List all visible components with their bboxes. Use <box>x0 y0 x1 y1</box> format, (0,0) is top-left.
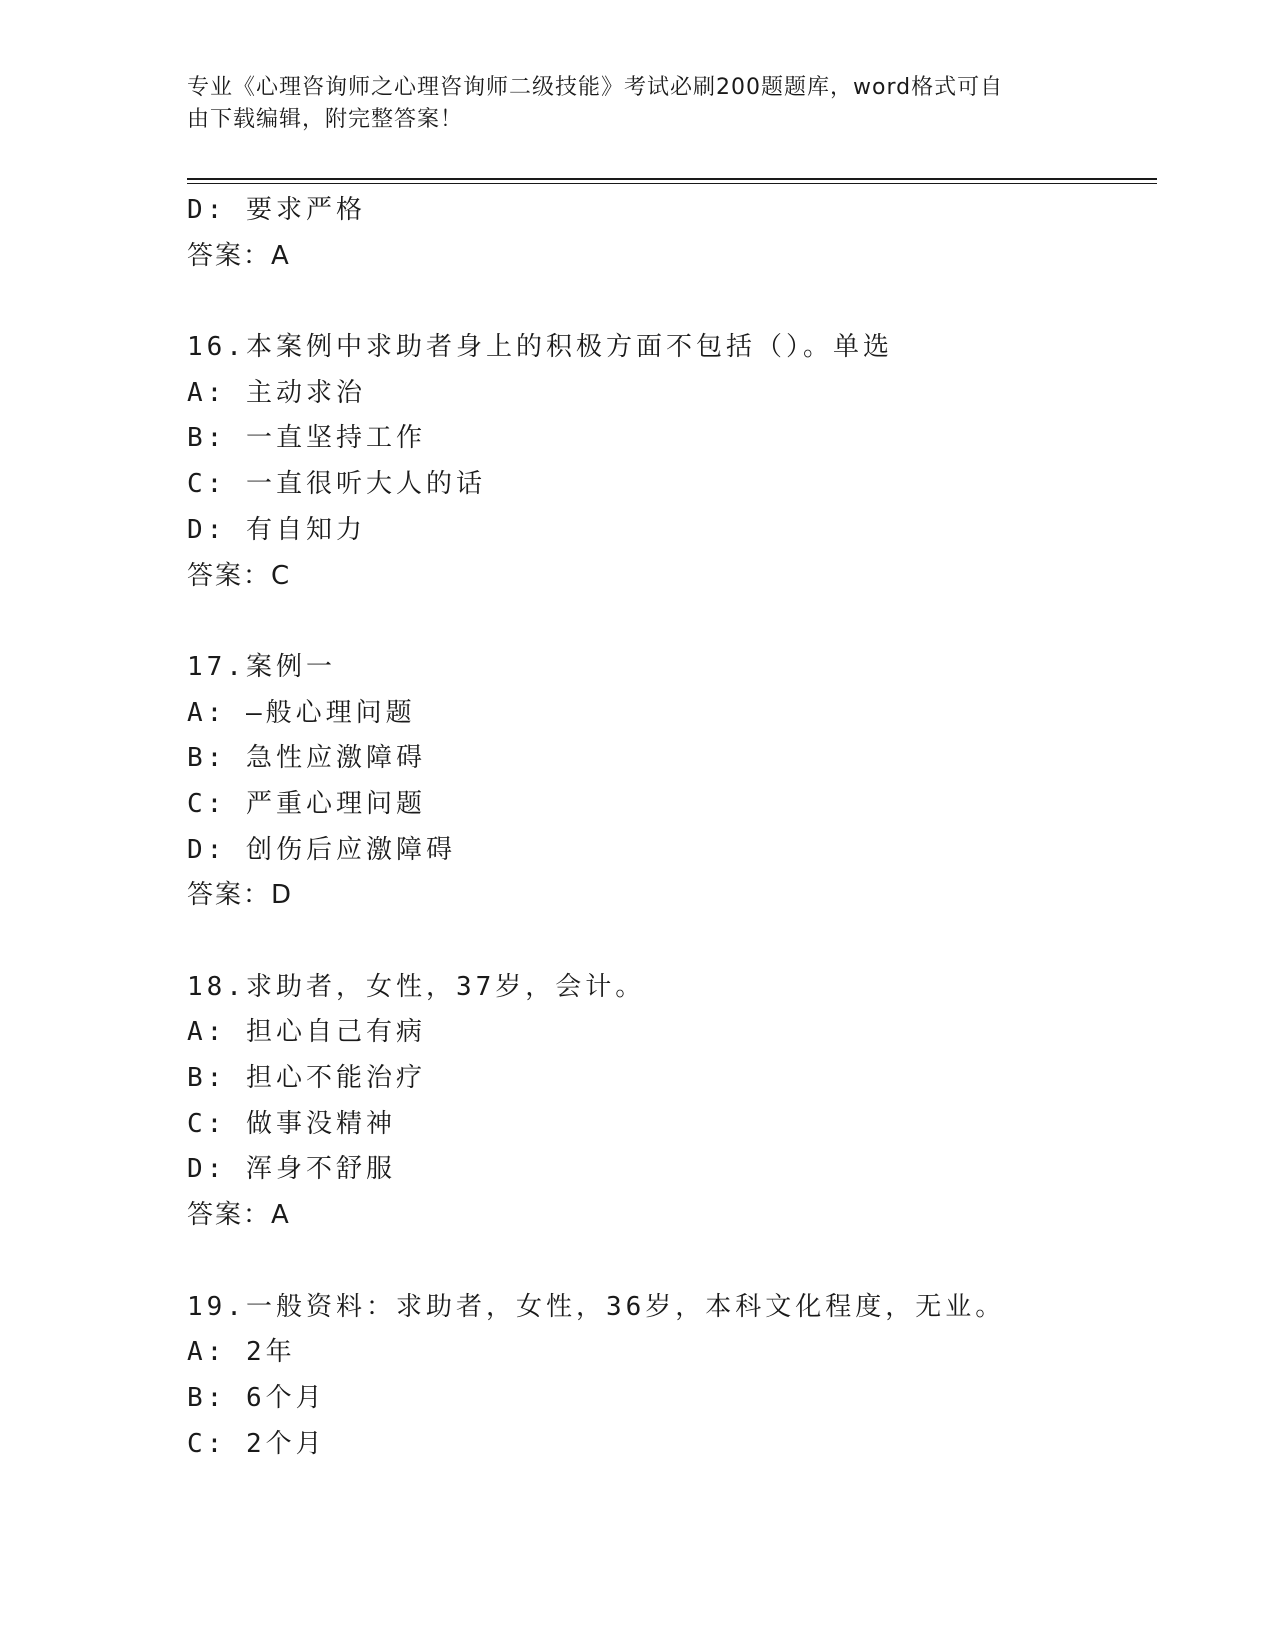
option-c: C: 严重心理问题 <box>187 788 426 819</box>
option-a: A: 主动求治 <box>187 377 366 408</box>
question-title: 18.求助者，女性，37岁，会计。 <box>187 971 646 1002</box>
option-b: B: 6个月 <box>187 1382 326 1413</box>
question-17 <box>187 645 1157 919</box>
question-16 <box>187 325 1157 599</box>
question-title: 16.本案例中求助者身上的积极方面不包括（）。单选 <box>187 332 893 363</box>
option-c: C: 一直很听大人的话 <box>187 469 486 500</box>
question-list <box>187 188 1157 1467</box>
option-a: A: 2年 <box>187 1337 296 1368</box>
answer-line: 答案：A <box>187 1200 291 1231</box>
answer-line: 答案：D <box>187 880 294 911</box>
option-b: B: 担心不能治疗 <box>187 1063 426 1094</box>
option-a: A: 担心自己有病 <box>187 1017 426 1048</box>
option-d: D: 有自知力 <box>187 514 366 545</box>
option-a: A: —般心理问题 <box>187 697 416 728</box>
option-d: D: 创伤后应激障碍 <box>187 834 456 865</box>
spacer <box>187 599 1157 645</box>
option-b: B: 一直坚持工作 <box>187 423 426 454</box>
document-page <box>187 0 1157 1650</box>
option-b: B: 急性应激障碍 <box>187 743 426 774</box>
carryover-answer: 答案：A <box>187 240 291 271</box>
header-line-1: 专业《心理咨询师之心理咨询师二级技能》考试必刷200题题库，word格式可自 <box>187 75 1004 100</box>
document-header <box>187 72 1087 136</box>
spacer <box>187 919 1157 965</box>
option-c: C: 做事没精神 <box>187 1108 396 1139</box>
answer-line: 答案：C <box>187 560 292 591</box>
option-d: D: 浑身不舒服 <box>187 1154 396 1185</box>
question-19 <box>187 1285 1157 1468</box>
spacer <box>187 1239 1157 1285</box>
question-title: 19.一般资料：求助者，女性，36岁，本科文化程度，无业。 <box>187 1291 1006 1322</box>
option-c: C: 2个月 <box>187 1428 326 1459</box>
header-line-2: 由下载编辑，附完整答案！ <box>187 107 464 132</box>
spacer <box>187 279 1157 325</box>
question-title: 17.案例一 <box>187 651 336 682</box>
carryover-option-d: D: 要求严格 <box>187 195 366 225</box>
header-divider-thick <box>187 178 1157 180</box>
header-divider-thin <box>187 183 1157 184</box>
question-18 <box>187 965 1157 1239</box>
